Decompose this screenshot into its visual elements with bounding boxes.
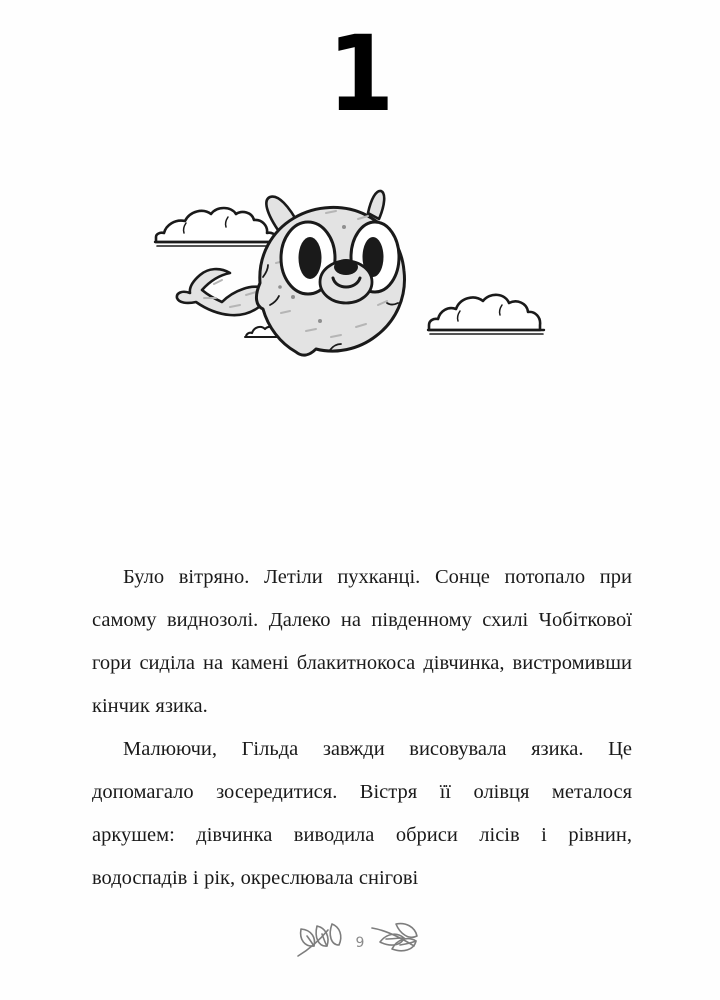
page-footer — [0, 916, 720, 962]
creature-nose — [334, 259, 358, 275]
leaf-sprig-left-icon — [292, 916, 350, 962]
cloud-left — [155, 208, 281, 246]
leaf-sprig-right-icon — [370, 916, 428, 962]
body-text — [92, 556, 632, 900]
chapter-illustration — [130, 185, 590, 375]
paragraph-2: Малюючи, Гільда завжди висовувала язика. Це допомагало зосередитися. Вістря її олівця металося аркушем: дівчинка виводила обриси лісів і рівнин, водоспадів і рік, окреслювала снігові — [92, 738, 632, 889]
cloud-right — [428, 295, 544, 334]
page-number: 9 — [355, 935, 365, 951]
chapter-number: 1 — [327, 13, 393, 135]
creature-tail — [177, 269, 269, 315]
creature-ear-right — [368, 191, 384, 219]
paragraph-1: Було вітряно. Летіли пухканці. Сонце потопало при самому виднозолі. Далеко на південному схилі Чобіткової гори сиділа на камені блакитнокоса дівчинка, вистромивши кінчик язика. — [92, 566, 632, 717]
creature-muzzle — [320, 259, 372, 303]
